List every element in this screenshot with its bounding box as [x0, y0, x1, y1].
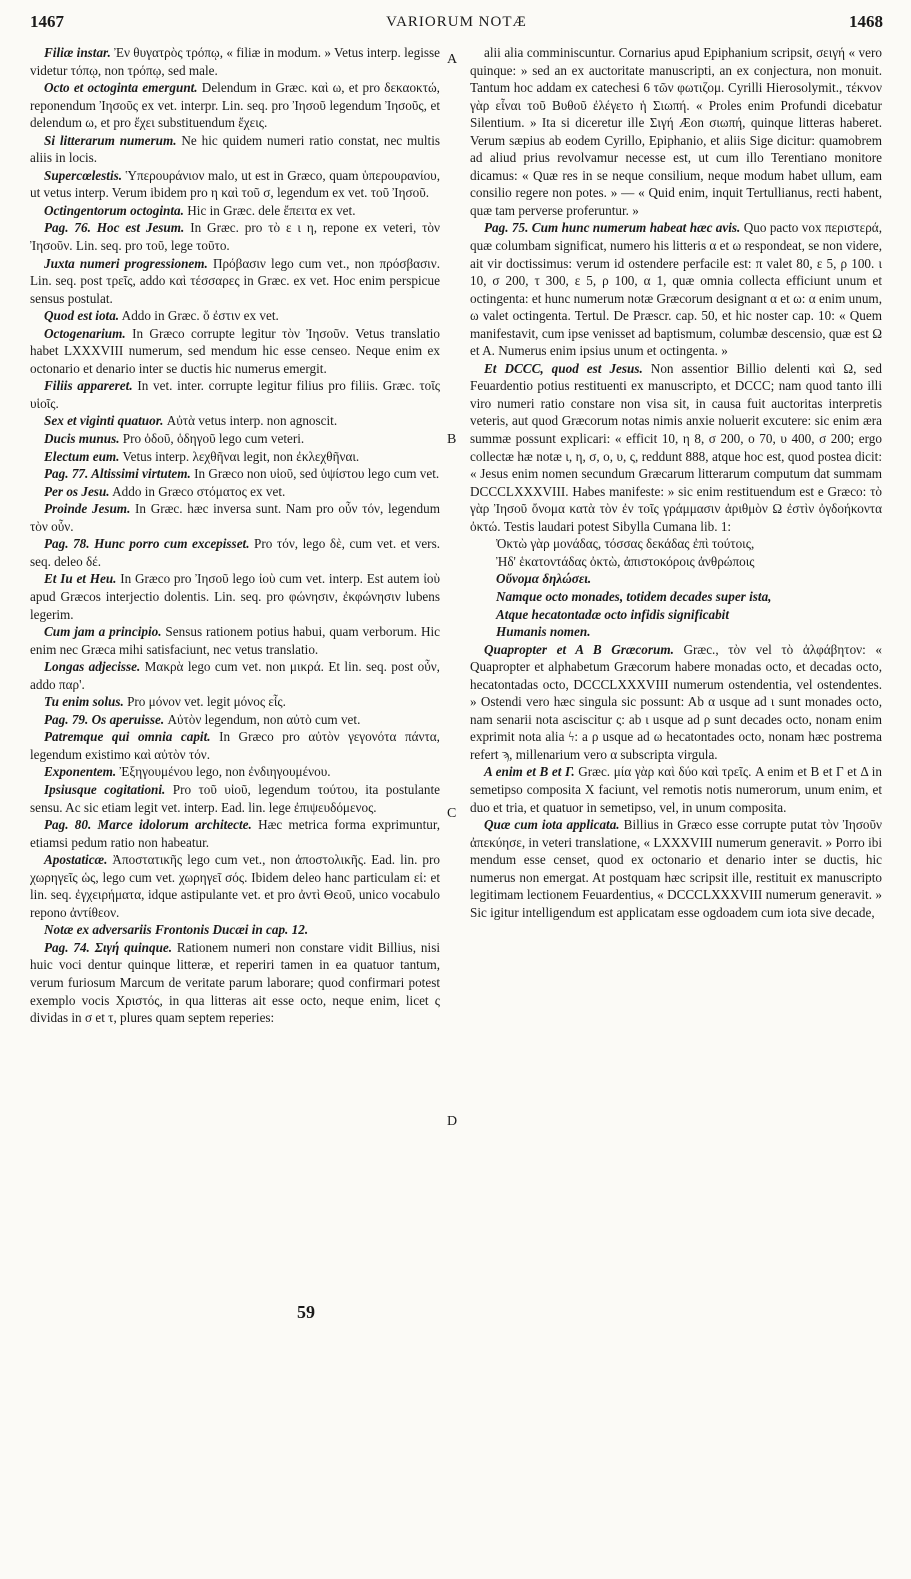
note-paragraph — [470, 641, 882, 764]
note-text: Πρόβασιν lego cum vet., non πρόσβασιν. Lin. seq. post τρεῖς, addo καὶ τέσσαρες in Græc. ex vet. Hoc enim perspicue sensus postulat. — [30, 255, 440, 306]
note-text: Ἀποστατικῆς lego cum vet., non ἀποστολικῆς. Ead. lin. pro χωρηγεῖς ὡς, lego cum vet. χωρηγεῖ σός. Ibidem deleo hanc particulam εἰ: et lin. seq. ἐγχειρήματα, idque astipulante vet. et pro ἀντὶ Θεοῦ, unico vocabulo repono ἀντίθεον. — [30, 852, 440, 920]
note-paragraph — [30, 377, 440, 412]
note-paragraph — [470, 553, 882, 571]
note-lemma: Supercœlestis. — [44, 167, 123, 183]
note-paragraph — [30, 79, 440, 132]
note-text: In vet. inter. corrupte legitur filius pro filiis. Græc. τοῖς υἱοῖς. — [30, 378, 441, 411]
note-lemma: Exponentem. — [44, 764, 117, 780]
note-lemma: Proinde Jesum. — [44, 501, 131, 517]
note-lemma: Filiis appareret. — [44, 378, 133, 394]
note-text: In Græco pro Ἰησοῦ lego ἰοὺ cum vet. interp. Est autem ἰοὺ apud Græcos interjectio dolentis. Lin. seq. pro φώνησιν, ἐκφώνησιν lubens legerim. — [30, 571, 441, 622]
note-lemma: Octingentorum octoginta. — [44, 202, 184, 218]
note-text: Ὑπερουράνιον malo, ut est in Græco, quam ὑπερουρανίου, ut vetus interp. Verum ibidem pro η καὶ τοῦ σ, legendum ex vet. τοῦ Ἰησοῦ. — [30, 167, 440, 201]
note-text: Humanis nomen. — [496, 624, 591, 640]
note-lemma: Octo et octoginta emergunt. — [44, 80, 198, 96]
note-lemma: Electum eum. — [44, 448, 120, 464]
note-paragraph — [30, 816, 440, 851]
note-text: alii alia comminiscuntur. Cornarius apud Epiphanium scripsit, σειγή « vero quinque: » sed an ex auctoritate manuscripti, an ex conjectura, non monuit. Tantum hoc addam ex catechesi 6 τῶν φωτιζομ. Cyrilli Hierosolymit., τέκνον γὰρ εἶναι τοῦ Βυθοῦ ἐλέγετο ἡ Σιωπή. « Proles enim Profundi dicebatur Silentium. » Ita si diceretur ille Σιγή Æon σιωπή, quinque litteras haberet. Verum sæpius ab eodem Cyrillo, Epiphanio, et aliis Sige dicitur: quamobrem ad aliud prius revolvamur necesse est, ut cum illo Terentiano monitore dicamus: « Quæ res in se neque consilium, neque modum habet ullum, eam consilio regere non potes. » — « Quid enim, inquit Tertullianus, recti habent, quæ tam perverse proferuntur. » — [470, 45, 882, 218]
note-lemma: Pag. 76. Hoc est Jesum. — [44, 220, 185, 236]
note-lemma: A enim et B et Γ. — [484, 764, 575, 780]
note-paragraph — [470, 606, 882, 624]
note-lemma: Sex et viginti quatuor. — [44, 413, 164, 429]
margin-letter-b: B — [447, 432, 457, 447]
note-text: Billius in Græco esse corrupte putat τὸν Ἰησοῦν ἀπεκύησε, in veteri translatione, « LXXXVIII numerum generavit. » Porro ibi mendum esse censet, quod ex octonario et denario inter se ductis, hic numerus non emergat. At postquam hæc scripsit ille, restituit ex manuscripto legitimam lectionem Feuardentius, « DCCCLXXXVIII numerum generavit. » Sic igitur intelligendum est applicatam esse ogdoadem cum iota sive decade, — [470, 817, 883, 920]
margin-letter-d: D — [447, 1114, 458, 1129]
note-text: In Græco pro αὐτὸν γεγονότα πάντα, legendum existimo καὶ αὐτὸν τόν. — [30, 729, 440, 762]
note-lemma: Si litterarum numerum. — [44, 132, 177, 148]
note-paragraph — [30, 711, 440, 729]
page-number-left: 1467 — [30, 12, 64, 31]
note-lemma: Ipsiusque cogitationi. — [44, 781, 166, 797]
note-paragraph — [30, 465, 440, 483]
note-paragraph — [30, 44, 440, 79]
note-text: In Græc. pro τὸ ε ι η, repone ex veteri, τὸν Ἰησοῦν. Lin. seq. pro τοῦ, lege τοῦτο. — [30, 220, 440, 254]
note-text: Pro μόνον vet. legit μόνος εἶς. — [123, 694, 286, 710]
note-paragraph — [30, 658, 440, 693]
note-paragraph — [30, 763, 440, 781]
note-paragraph — [30, 448, 440, 466]
note-paragraph — [30, 939, 440, 1027]
note-paragraph — [30, 570, 440, 623]
note-lemma: Juxta numeri progressionem. — [44, 255, 208, 271]
note-text: Ὀκτὼ γὰρ μονάδας, τόσσας δεκάδας ἐπὶ τούτοις, — [496, 536, 755, 552]
note-lemma: Pag. 75. Cum hunc numerum habeat hæc avis. — [484, 220, 741, 236]
note-text: Vetus interp. λεχθῆναι legit, non ἐκλεχθῆναι. — [119, 448, 360, 464]
note-paragraph — [470, 360, 882, 535]
note-paragraph — [30, 132, 440, 167]
note-text: Pro τοῦ υἱοῦ, legendum τούτου, ita postulante sensu. Ac sic etiam legit vet. interp. Ead. lin. lege ἐπιψευδόμενος. — [30, 781, 440, 815]
note-lemma: Pag. 77. Altissimi virtutem. — [44, 466, 191, 482]
note-paragraph — [30, 412, 440, 430]
note-paragraph — [470, 763, 882, 816]
note-paragraph — [30, 167, 440, 202]
note-lemma: Cum jam a principio. — [44, 624, 162, 640]
note-text: In Græco non υἱοῦ, sed ὑψίστου lego cum vet. — [190, 466, 440, 482]
note-text: Ἐξηγουμένου lego, non ἐνδιηγουμένου. — [116, 764, 331, 780]
note-lemma: Filiæ instar. — [44, 45, 111, 60]
signature-mark: 59 — [297, 1302, 315, 1322]
left-column — [30, 44, 440, 1027]
note-lemma: Pag. 79. Os aperuisse. — [44, 711, 165, 727]
note-paragraph — [30, 693, 440, 711]
note-text: Sensus rationem potius habui, quam verborum. Hic enim nec Græca mihi satisfaciunt, nec vetus translatio. — [30, 624, 440, 657]
note-text: Delendum in Græc. καὶ ω, et pro δεκαοκτώ, reponendum Ἰησοῦς ex vet. interpr. Lin. seq. pro Ἰησοῦ legendum Ἰησοῦς, et delendum ω, et pro ἔχει substituendum ἔχεις. — [30, 80, 440, 131]
note-paragraph — [30, 202, 440, 220]
note-text: Atque hecatontadæ octo infidis significabit — [496, 606, 729, 622]
note-paragraph — [30, 483, 440, 501]
note-paragraph — [470, 623, 882, 641]
note-paragraph — [30, 500, 440, 535]
note-lemma: Quod est iota. — [44, 308, 120, 324]
note-lemma: Tu enim solus. — [44, 694, 124, 710]
note-paragraph — [30, 921, 440, 939]
note-paragraph — [30, 255, 440, 308]
note-lemma: Apostaticæ. — [44, 852, 108, 868]
note-lemma: Et DCCC, quod est Jesus. — [484, 360, 643, 376]
note-lemma: Pag. 78. Hunc porro cum excepisset. — [44, 536, 250, 552]
page-header — [30, 12, 883, 38]
note-text: Μακρὰ lego cum vet. non μικρά. Et lin. seq. post οὖν, addo παρ'. — [30, 659, 440, 692]
note-paragraph — [30, 535, 440, 570]
note-lemma: Et Iu et Heu. — [44, 571, 117, 587]
note-lemma: Longas adjecisse. — [44, 659, 141, 675]
running-head: VARIORUM NOTÆ — [386, 14, 527, 30]
note-text: Addo in Græco στόματος ex vet. — [109, 483, 286, 499]
note-text: Namque octo monades, totidem decades super ista, — [496, 588, 772, 604]
note-paragraph — [30, 728, 440, 763]
page-number-right: 1468 — [849, 12, 883, 31]
note-text: Ἠδ' ἑκατοντάδας ὀκτὼ, ἀπιστοκόροις ἀνθρώποις — [496, 553, 755, 569]
note-text: Οὔνομα δηλώσει. — [496, 571, 592, 587]
note-paragraph — [30, 851, 440, 921]
note-paragraph — [30, 307, 440, 325]
note-text: Quo pacto vox περιστερά, quæ columbam significat, numero his litteris α et ω respondeat, se non videre, ait vir doctissimus: verum id ostendere perfacile est: π valet 80, ε 5, ρ 100. ι 10, σ 200, τ 300, ε 5, ρ 100, α 1, quæ omnia collecta efficiunt unum et octingenta: et hunc numerum notæ Græcorum designant α et ω: α enim unum, ω valet octingenta. Tertul. De Præscr. cap. 50, et hic noster cap. 10: « Quem manifestavit, cum ipse venisset ad baptismum, columbæ descensio, quæ est Ω et A. Numerus enim ipsius unum et octingenta. » — [470, 220, 883, 359]
note-paragraph — [470, 44, 882, 219]
note-lemma: Quæ cum iota applicata. — [484, 817, 620, 833]
note-paragraph — [30, 219, 440, 254]
note-text: Ἐν θυγατρὸς τρόπῳ, « filiæ in modum. » Vetus interp. legisse videtur τόπῳ, non τρόπῳ, sed male. — [30, 45, 440, 78]
note-paragraph — [470, 816, 882, 921]
note-paragraph — [30, 430, 440, 448]
note-paragraph — [30, 325, 440, 378]
note-paragraph — [470, 535, 882, 553]
note-text: Αὐτὰ vetus interp. non agnoscit. — [163, 413, 338, 429]
note-lemma: Octogenarium. — [44, 325, 126, 341]
note-text: Hic in Græc. dele ἔπειτα ex vet. — [183, 202, 356, 218]
note-paragraph — [30, 623, 440, 658]
note-lemma: Patremque qui omnia capit. — [44, 729, 211, 745]
note-lemma: Quapropter et A B Græcorum. — [484, 641, 674, 657]
note-paragraph — [470, 570, 882, 588]
note-text: Rationem numeri non constare vidit Billius, nisi huic voci dentur quinque litteræ, et reperiri tamen in ea quatuor tantum, verum furiosum Marcum de veritate parum laborare; quod confirmari potest exemplo vocis Χριστός, in qua litteras ait esse octo, neque enim, licet ς dividas in σ et τ, plures quam septem reperies: — [30, 939, 440, 1026]
note-paragraph — [30, 781, 440, 816]
note-text: Pro ὁδοῦ, ὁδηγοῦ lego cum veteri. — [119, 431, 305, 447]
note-lemma: Notæ ex adversariis Frontonis Ducæi in cap. 12. — [44, 922, 309, 938]
note-text: In Græco corrupte legitur τὸν Ἰησοῦν. Vetus translatio habet LXXXVIII numerum, sed mendum hic esse censeo. Neque enim ex octonario et denario inter se ductis hic numerus emergit. — [30, 325, 440, 376]
note-text: Græc. μία γὰρ καὶ δύο καὶ τρεῖς. A enim et B et Γ et Δ in semetipso composita X faciunt, vel remotis notis numerorum, unum enim, et duo et tria, et quatuor in semetipso, vel, in unum composita. — [470, 764, 882, 815]
note-lemma: Per os Jesu. — [44, 483, 110, 499]
note-text: In Græc. hæc inversa sunt. Nam pro οὖν τόν, legendum τὸν οὖν. — [30, 501, 440, 534]
note-text: Græc., τὸν vel τὸ ἀλφάβητον: « Quapropter et alphabetum Græcorum habere monadas octo, et decadas octo, hecatontadas octo, DCCCLXXXVIII numerum ostendentia, vel ostendentes. » Ostendi vero hæc singula sic possunt: Ab α usque ad ι sunt monades octo, nam senarii nota asciscitur ς: ab ι usque ad ρ sunt decades octo, nonam enim exprimit nota alia ϟ: a ρ usque ad ω hecatontades octo, nonam hæc postrema refert ϡ, millenarium vero α subscripta virgula. — [470, 641, 882, 762]
note-lemma: Ducis munus. — [44, 431, 120, 447]
note-lemma: Pag. 74. Σιγή quinque. — [44, 939, 173, 955]
note-lemma: Pag. 80. Marce idolorum architecte. — [44, 817, 252, 833]
note-text: Hæc metrica forma exprimuntur, etiamsi pedum ratio non habeatur. — [30, 817, 440, 850]
right-column — [470, 44, 882, 921]
note-text: Pro τόν, lego δὲ, cum vet. et vers. seq. deleo δέ. — [30, 536, 440, 569]
note-text: Ne hic quidem numeri ratio constat, nec multis aliis in locis. — [30, 132, 440, 166]
note-paragraph — [470, 588, 882, 606]
note-text: Addo in Græc. ὅ ἐστιν ex vet. — [119, 308, 279, 324]
margin-letter-c: C — [447, 806, 457, 821]
note-text: Non assentior Billio delenti καὶ Ω, sed Feuardentio potius restituenti ex manuscripto, et DCCC; nam quod tanto illi viro numeri ratio constare non visa sit, in causa fuit auctoritas interpretis veteris, aut quod Græcorum notas nimis anxie noluerit excutere: sic enim æra summæ possunt explicari: « efficit 10, η 8, σ 200, ο 70, υ 400, σ 200; ergo collectæ hæ notæ ι, η, σ, ο, υ, ς, reddunt 888, atque hoc est, quod postea dicit: « Jesus enim nomen secundum Græcarum litterarum computum dat summam DCCCLXXXVIII. Habes manifeste: » sic enim restituendum est e Græco: τὸ γὰρ Ἰησοῦ ὄνομα κατὰ τὸν ἐν τοῖς γράμμασιν ἀριθμὸν Ω ἐστὶν ὀγδοήκοντα ὀκτώ. Testis laudari potest Sibylla Cumana lib. 1: — [470, 360, 882, 534]
note-paragraph — [470, 219, 882, 359]
margin-letter-a: A — [447, 52, 458, 67]
note-text: Αὐτὸν legendum, non αὐτὸ cum vet. — [164, 711, 361, 727]
